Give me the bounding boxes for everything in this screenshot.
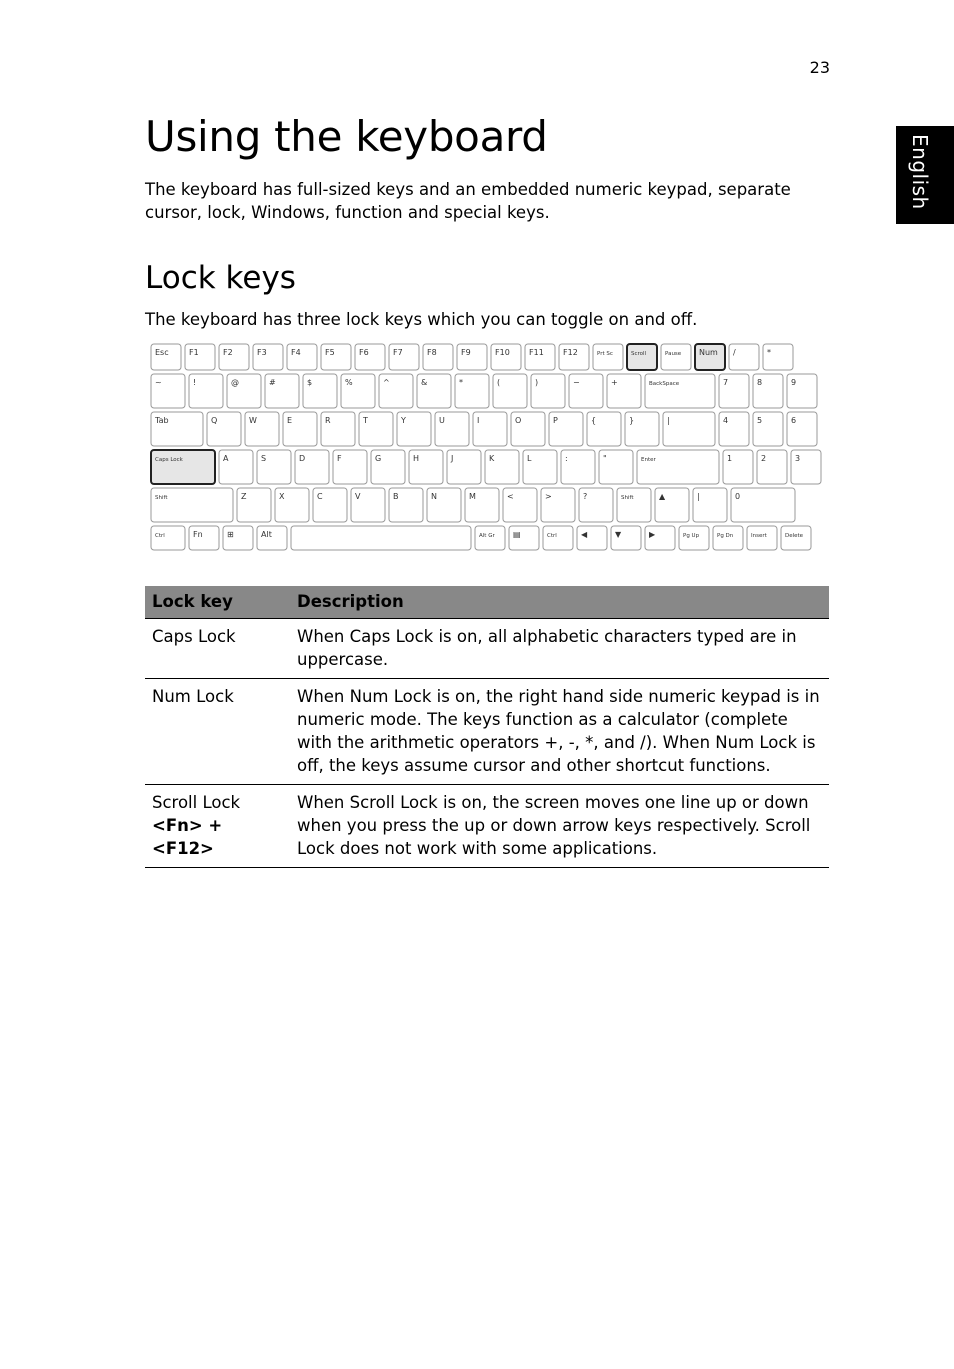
keyboard-key <box>731 488 795 522</box>
keyboard-key-label: Pause <box>665 351 682 357</box>
keyboard-key-label: | <box>697 492 700 501</box>
keyboard-key-label: P <box>553 416 558 425</box>
keyboard-key <box>787 374 817 408</box>
header-description: Description <box>290 586 829 619</box>
keyboard-key <box>611 526 641 550</box>
section-intro: The keyboard has three lock keys which you can toggle on and off. <box>145 310 698 329</box>
keyboard-key <box>409 450 443 484</box>
keyboard-key <box>763 344 793 370</box>
keyboard-key-label: J <box>451 454 454 463</box>
keyboard-key <box>303 374 337 408</box>
lock-key-cell <box>145 785 290 868</box>
keyboard-key-label: L <box>527 454 532 463</box>
keyboard-key-label: 3 <box>795 454 801 463</box>
keyboard-key <box>747 526 777 550</box>
keyboard-key <box>627 344 657 370</box>
keyboard-key <box>625 412 659 446</box>
keyboard-key <box>389 344 419 370</box>
keyboard-key <box>713 526 743 550</box>
keyboard-diagram <box>147 340 825 552</box>
keyboard-key-label: Enter <box>641 457 656 463</box>
lock-key-cell <box>145 679 290 785</box>
keyboard-key <box>455 374 489 408</box>
keyboard-key-label: ! <box>193 378 197 387</box>
keyboard-key <box>593 344 623 370</box>
keyboard-key-label: 6 <box>791 416 797 425</box>
keyboard-key-label: F6 <box>359 348 369 357</box>
keyboard-key-label: M <box>469 492 476 501</box>
keyboard-key-label: Alt <box>261 530 272 539</box>
keyboard-key-label: Num <box>699 348 718 357</box>
keyboard-key <box>693 488 727 522</box>
keyboard-key-label: Insert <box>751 533 767 539</box>
keyboard-key <box>435 412 469 446</box>
keyboard-key-label: S <box>261 454 267 463</box>
table-row <box>145 619 829 679</box>
keyboard-key <box>569 374 603 408</box>
keyboard-key-label: D <box>299 454 306 463</box>
keyboard-key <box>321 412 355 446</box>
language-tab-label: English <box>908 134 932 210</box>
keyboard-key-label: Z <box>241 492 247 501</box>
language-tab <box>896 126 954 224</box>
keyboard-key <box>729 344 759 370</box>
keyboard-key-label: 0 <box>735 492 741 501</box>
keyboard-key <box>151 488 233 522</box>
keyboard-key-label: ▶ <box>649 530 656 539</box>
lock-key-shortcut: <Fn> + <F12> <box>152 816 223 858</box>
keyboard-key-label: F3 <box>257 348 267 357</box>
keyboard-key-label: ~ <box>155 378 162 387</box>
keyboard-key-label: U <box>439 416 445 425</box>
keyboard-key-label: & <box>421 378 428 387</box>
keyboard-key <box>341 374 375 408</box>
header-lock-key: Lock key <box>145 586 290 619</box>
keyboard-key <box>151 526 185 550</box>
keyboard-key <box>253 344 283 370</box>
keyboard-key-label: 1 <box>727 454 733 463</box>
keyboard-key <box>457 344 487 370</box>
keyboard-key <box>645 374 715 408</box>
keyboard-key <box>503 488 537 522</box>
keyboard-key-label: N <box>431 492 437 501</box>
keyboard-key-label: 5 <box>757 416 763 425</box>
keyboard-key <box>185 344 215 370</box>
keyboard-key <box>541 488 575 522</box>
keyboard-key-label: ? <box>583 492 588 501</box>
keyboard-key-label: F5 <box>325 348 335 357</box>
keyboard-key <box>275 488 309 522</box>
keyboard-key-label: R <box>325 416 331 425</box>
keyboard-key <box>661 344 691 370</box>
keyboard-key <box>531 374 565 408</box>
keyboard-key <box>781 526 811 550</box>
keyboard-key <box>695 344 725 370</box>
keyboard-key-label: ( <box>497 378 501 387</box>
keyboard-key-label: F <box>337 454 342 463</box>
keyboard-key-label: Caps Lock <box>155 457 183 463</box>
keyboard-key-label: B <box>393 492 399 501</box>
keyboard-key <box>493 374 527 408</box>
keyboard-key <box>227 374 261 408</box>
keyboard-key <box>475 526 505 550</box>
keyboard-key <box>511 412 545 446</box>
keyboard-key-label: Delete <box>785 533 804 539</box>
keyboard-key <box>219 450 253 484</box>
keyboard-key-label: ▼ <box>615 530 622 539</box>
keyboard-key <box>151 374 185 408</box>
keyboard-key-label: ^ <box>383 378 390 387</box>
keyboard-key <box>283 412 317 446</box>
keyboard-key <box>447 450 481 484</box>
keyboard-key <box>397 412 431 446</box>
keyboard-key <box>663 412 715 446</box>
lock-key-name: Caps Lock <box>152 627 236 646</box>
keyboard-key-label: Tab <box>155 416 169 425</box>
keyboard-key <box>313 488 347 522</box>
keyboard-key <box>577 526 607 550</box>
keyboard-key <box>423 344 453 370</box>
keyboard-key <box>257 450 291 484</box>
keyboard-key <box>351 488 385 522</box>
keyboard-key-label: * <box>767 348 771 357</box>
keyboard-key-space <box>291 526 471 550</box>
keyboard-key-label: E <box>287 416 293 425</box>
keyboard-key <box>237 488 271 522</box>
lock-key-name: Scroll Lock <box>152 793 241 812</box>
keyboard-key-label: ⊞ <box>227 530 234 539</box>
keyboard-key <box>719 374 749 408</box>
keyboard-key <box>355 344 385 370</box>
keyboard-key-label: ▲ <box>659 492 666 501</box>
keyboard-key-label: Alt Gr <box>479 533 495 539</box>
keyboard-key <box>427 488 461 522</box>
keyboard-key-label: V <box>355 492 361 501</box>
keyboard-key-label: > <box>545 492 552 501</box>
keyboard-key <box>723 450 753 484</box>
keyboard-key-label: F2 <box>223 348 233 357</box>
table-header-row <box>145 586 829 619</box>
keyboard-key-label: Shift <box>621 495 634 501</box>
keyboard-key-label: Shift <box>155 495 168 501</box>
intro-paragraph: The keyboard has full-sized keys and an embedded numeric keypad, separate cursor, lock, Windows, function and special keys. <box>145 180 791 222</box>
keyboard-key-label: Ctrl <box>547 533 557 539</box>
keyboard-key <box>371 450 405 484</box>
keyboard-key <box>189 374 223 408</box>
keyboard-key-label: W <box>249 416 257 425</box>
table-row <box>145 679 829 785</box>
keyboard-key <box>295 450 329 484</box>
keyboard-key <box>245 412 279 446</box>
keyboard-key-label: X <box>279 492 285 501</box>
keyboard-key-label: Y <box>401 416 406 425</box>
keyboard-key <box>525 344 555 370</box>
description-cell: When Num Lock is on, the right hand side numeric keypad is in numeric mode. The keys function as a calculator (complete with the arithmetic operators +, -, *, and /). When Num Lock is off, the keys assume cursor and other shortcut functions. <box>290 679 829 785</box>
keyboard-key-label: T <box>363 416 368 425</box>
keyboard-key-label: A <box>223 454 229 463</box>
keyboard-key <box>491 344 521 370</box>
keyboard-key-label: 7 <box>723 378 729 387</box>
keyboard-key-label: Ctrl <box>155 533 165 539</box>
keyboard-key-label: F9 <box>461 348 471 357</box>
keyboard-key <box>607 374 641 408</box>
keyboard-key-label: / <box>733 348 736 357</box>
keyboard-key <box>151 450 215 484</box>
keyboard-key <box>757 450 787 484</box>
keyboard-key-label: ◀ <box>581 530 588 539</box>
keyboard-key <box>549 412 583 446</box>
keyboard-key-label: % <box>345 378 353 387</box>
page-title: Using the keyboard <box>145 112 548 161</box>
keyboard-key <box>321 344 351 370</box>
keyboard-key-label: ▤ <box>513 530 521 539</box>
keyboard-key <box>359 412 393 446</box>
keyboard-key <box>417 374 451 408</box>
keyboard-key <box>719 412 749 446</box>
keyboard-key <box>679 526 709 550</box>
keyboard-key <box>655 488 689 522</box>
keyboard-key <box>287 344 317 370</box>
keyboard-key-label: O <box>515 416 522 425</box>
keyboard-key-label: Fn <box>193 530 203 539</box>
keyboard-key <box>257 526 287 550</box>
keyboard-key <box>151 344 181 370</box>
keyboard-key-label: ) <box>535 378 539 387</box>
keyboard-key <box>523 450 557 484</box>
keyboard-key-label: " <box>603 454 607 463</box>
keyboard-key <box>791 450 821 484</box>
keyboard-key-label: I <box>477 416 480 425</box>
keyboard-key <box>223 526 253 550</box>
table-row <box>145 785 829 868</box>
keyboard-key-label: 4 <box>723 416 729 425</box>
keyboard-key <box>509 526 539 550</box>
keyboard-key <box>379 374 413 408</box>
keyboard-key-label: F4 <box>291 348 301 357</box>
keyboard-key-label: F1 <box>189 348 199 357</box>
keyboard-key <box>151 412 203 446</box>
lock-key-cell <box>145 619 290 679</box>
keyboard-key-label: Prt Sc <box>597 351 613 357</box>
keyboard-key-label: + <box>611 378 618 387</box>
keyboard-key-label: F8 <box>427 348 437 357</box>
page-number: 23 <box>809 58 830 77</box>
keyboard-key <box>189 526 219 550</box>
keyboard-key-label: { <box>591 416 597 425</box>
keyboard-key-label: } <box>629 416 635 425</box>
keyboard-key-label: 9 <box>791 378 797 387</box>
keyboard-key-label: F7 <box>393 348 403 357</box>
keyboard-key-label: C <box>317 492 323 501</box>
keyboard-key <box>473 412 507 446</box>
keyboard-key <box>333 450 367 484</box>
keyboard-key <box>559 344 589 370</box>
keyboard-key-label: * <box>459 378 463 387</box>
keyboard-key-label: − <box>573 378 580 387</box>
keyboard-key-label: < <box>507 492 514 501</box>
keyboard-key-label: H <box>413 454 420 463</box>
keyboard-key <box>265 374 299 408</box>
keyboard-key-label: $ <box>307 378 313 387</box>
keyboard-key-label: # <box>269 378 276 387</box>
keyboard-key-label: 8 <box>757 378 763 387</box>
keyboard-key-label: : <box>565 454 568 463</box>
keyboard-key <box>543 526 573 550</box>
keyboard-key <box>599 450 633 484</box>
lock-keys-table <box>145 586 829 868</box>
keyboard-key-label: K <box>489 454 495 463</box>
keyboard-key <box>219 344 249 370</box>
keyboard-key <box>787 412 817 446</box>
keyboard-key-label: G <box>375 454 382 463</box>
keyboard-key <box>753 412 783 446</box>
keyboard-key-label: F11 <box>529 348 544 357</box>
keyboard-key-label: @ <box>231 378 239 387</box>
keyboard-key-label: | <box>667 416 670 425</box>
keyboard-key <box>587 412 621 446</box>
keyboard-key <box>645 526 675 550</box>
keyboard-key-label: F10 <box>495 348 510 357</box>
keyboard-key <box>617 488 651 522</box>
keyboard-key-label: Pg Up <box>683 533 700 539</box>
section-title: Lock keys <box>145 260 296 296</box>
keyboard-key-label: F12 <box>563 348 578 357</box>
keyboard-key <box>561 450 595 484</box>
keyboard-key <box>485 450 519 484</box>
keyboard-key <box>465 488 499 522</box>
keyboard-key-label: 2 <box>761 454 767 463</box>
keyboard-key <box>207 412 241 446</box>
description-cell: When Caps Lock is on, all alphabetic characters typed are in uppercase. <box>290 619 829 679</box>
keyboard-key-label: Scroll <box>631 351 647 357</box>
keyboard-key-label: Esc <box>155 348 169 357</box>
keyboard-key <box>637 450 719 484</box>
keyboard-key <box>579 488 613 522</box>
lock-key-name: Num Lock <box>152 687 234 706</box>
keyboard-key-label: Pg Dn <box>717 533 734 539</box>
keyboard-key <box>753 374 783 408</box>
keyboard-key <box>389 488 423 522</box>
keyboard-key-label: BackSpace <box>649 381 680 387</box>
description-cell: When Scroll Lock is on, the screen moves one line up or down when you press the up or down arrow keys respectively. Scroll Lock does not work with some applications. <box>290 785 829 868</box>
keyboard-key-label: Q <box>211 416 218 425</box>
